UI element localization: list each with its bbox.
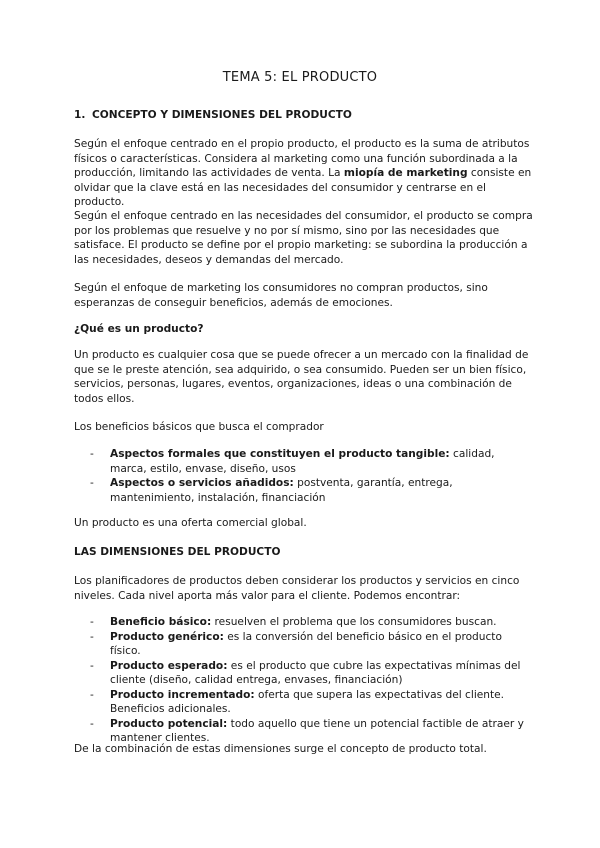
dash-bullet: -	[90, 717, 94, 730]
list-item-bold: Aspectos formales que constituyen el producto tangible:	[110, 448, 450, 460]
list-dimensiones	[90, 615, 530, 746]
list-item-text: es el producto que cubre las expectativas mínimas del cliente (diseño, calidad entrega, envases, financiación)	[110, 659, 521, 686]
list-beneficios	[90, 447, 530, 505]
dash-bullet: -	[90, 477, 94, 489]
list-item-text: es la conversión del beneficio básico en el producto físico.	[110, 630, 502, 657]
list-item	[90, 659, 530, 688]
section-number: 1.	[74, 109, 86, 121]
paragraph-enfoque-marketing: Según el enfoque de marketing los consumidores no compran productos, sino esperanzas de conseguir beneficios, además de emociones.	[74, 282, 488, 309]
list-item-text: calidad, marca, estilo, envase, diseño, usos	[110, 448, 495, 475]
list-item-text: postventa, garantía, entrega, mantenimiento, instalación, financiación	[110, 477, 453, 504]
dash-bullet: -	[90, 448, 94, 460]
list-item	[90, 447, 530, 476]
paragraph-enfoque-necesidades: Según el enfoque centrado en las necesidades del consumidor, el producto se compra por los problemas que resuelve y no por sí mismo, sino por las necesidades que satisface. El producto se define por el propio marketing: se subordina la producción a las necesidades, deseos y demandas del mercado.	[74, 210, 533, 266]
paragraph-text: Según el enfoque centrado en el propio producto, el producto es la suma de atributos físicos o características. Considera al marketing como una función subordinada a la producción, limitando las actividades de venta. La	[74, 138, 530, 179]
section-heading-concepto	[74, 108, 536, 123]
list-item-bold: Producto incrementado:	[110, 688, 255, 701]
dash-bullet: -	[90, 616, 94, 628]
paragraph-oferta-global: Un producto es una oferta comercial global.	[74, 517, 307, 529]
section-heading-text: CONCEPTO Y DIMENSIONES DEL PRODUCTO	[92, 109, 352, 121]
paragraph-enfoque-producto	[74, 137, 536, 210]
list-item	[90, 630, 530, 659]
document-title: TEMA 5: EL PRODUCTO	[222, 70, 378, 85]
paragraph-producto-total: De la combinación de estas dimensiones surge el concepto de producto total.	[74, 743, 487, 755]
list-item-text: todo aquello que tiene un potencial factible de atraer y mantener clientes.	[110, 717, 524, 744]
paragraph-text: consiste en olvidar que la clave está en las necesidades del consumidor y centrarse en el producto.	[74, 167, 532, 208]
bold-term-miopia: miopía de marketing	[343, 167, 468, 179]
list-item-text: oferta que supera las expectativas del cliente. Beneficios adicionales.	[110, 688, 505, 715]
list-item	[90, 476, 530, 505]
dash-bullet: -	[90, 630, 94, 643]
list-item	[90, 688, 530, 717]
list-item-bold: Aspectos o servicios añadidos:	[110, 477, 294, 489]
list-item-bold: Producto genérico:	[110, 630, 224, 643]
paragraph-beneficios-basicos: Los beneficios básicos que busca el comprador	[74, 421, 324, 433]
list-item	[90, 615, 530, 630]
list-item-bold: Producto esperado:	[110, 659, 228, 672]
question-heading: ¿Qué es un producto?	[74, 323, 204, 335]
paragraph-definicion-producto: Un producto es cualquier cosa que se puede ofrecer a un mercado con la finalidad de que se le preste atención, sea adquirido, o sea consumido. Pueden ser un bien físico, servicios, personas, lugares, eventos, organizaciones, ideas o una combinación de todos ellos.	[74, 349, 529, 405]
list-item-bold: Producto potencial:	[110, 717, 228, 730]
dash-bullet: -	[90, 659, 94, 672]
dash-bullet: -	[90, 688, 94, 701]
paragraph-planificadores: Los planificadores de productos deben considerar los productos y servicios en cinco niveles. Cada nivel aporta más valor para el cliente. Podemos encontrar:	[74, 575, 520, 602]
dimensiones-heading: LAS DIMENSIONES DEL PRODUCTO	[74, 546, 281, 558]
list-item-bold: Beneficio básico:	[110, 616, 212, 628]
list-item-text: resuelven el problema que los consumidores buscan.	[211, 616, 497, 628]
